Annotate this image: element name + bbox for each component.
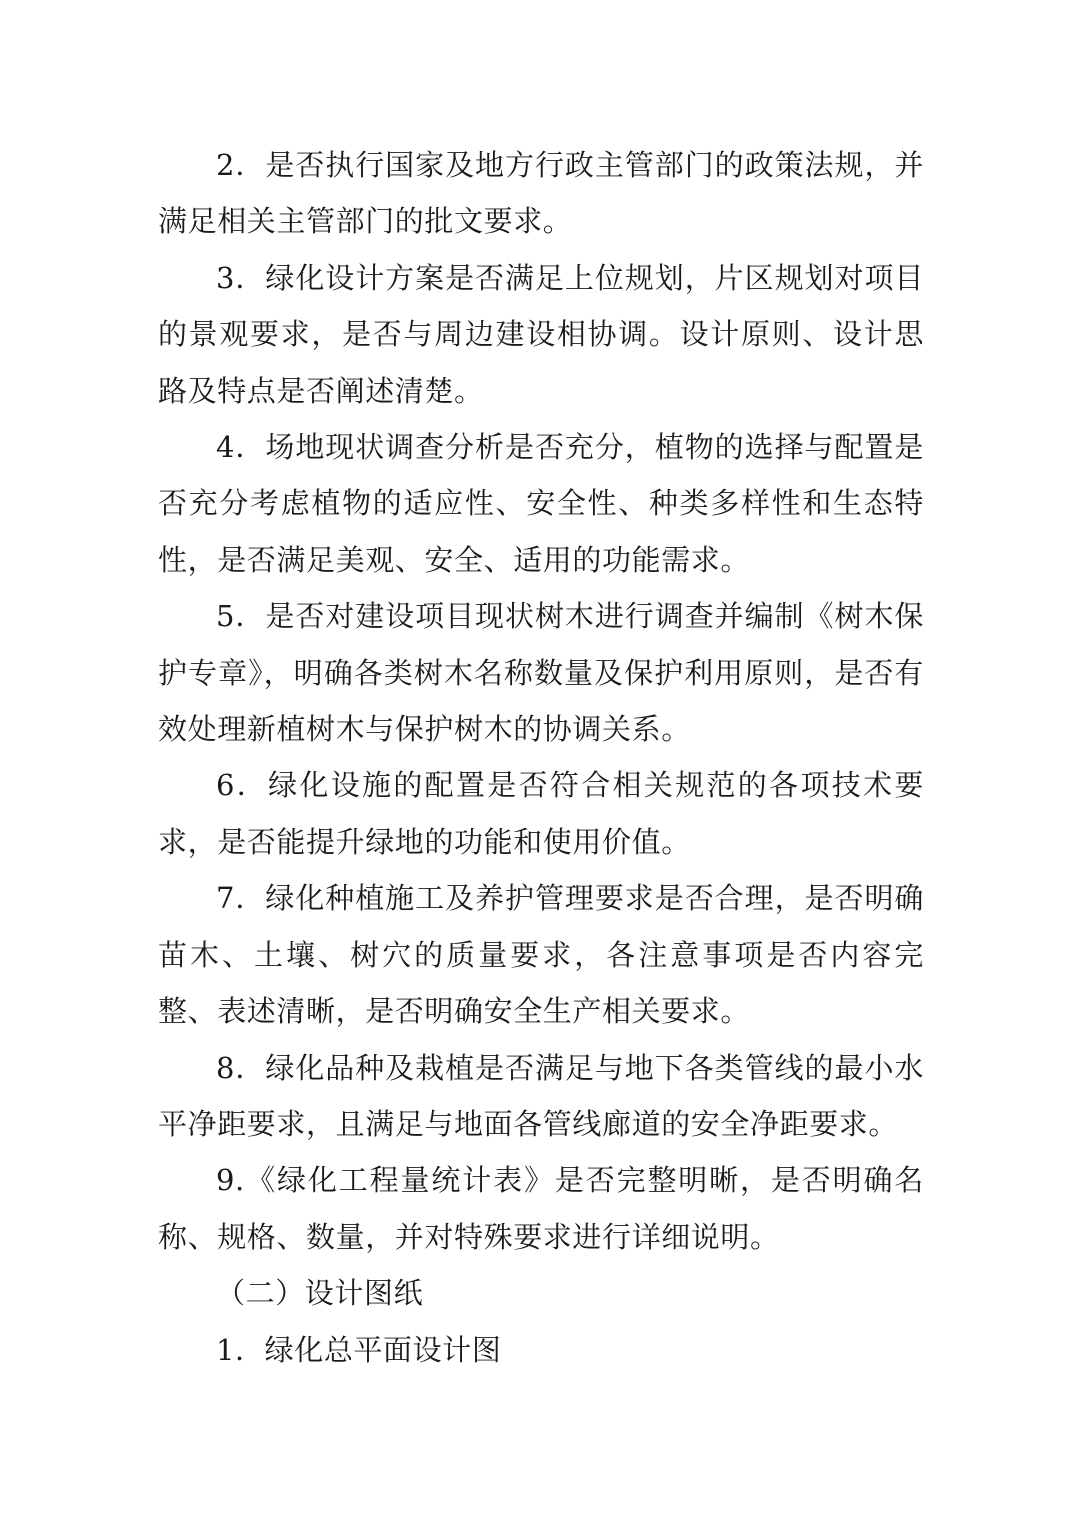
paragraph-item-2: 2．是否执行国家及地方行政主管部门的政策法规，并满足相关主管部门的批文要求。 (158, 148, 924, 239)
paragraph-item-7: 7．绿化种植施工及养护管理要求是否合理，是否明确苗木、土壤、树穴的质量要求，各注意事项是否内容完整、表述清晰，是否明确安全生产相关要求。 (158, 881, 924, 1029)
paragraph-item-3: 3．绿化设计方案是否满足上位规划，片区规划对项目的景观要求，是否与周边建设相协调。设计原则、设计思路及特点是否阐述清楚。 (158, 260, 924, 408)
document-body (158, 137, 924, 1378)
sub-heading: 1．绿化总平面设计图 (216, 1332, 502, 1367)
section-heading: （二）设计图纸 (216, 1276, 424, 1311)
paragraph-item-5: 5．是否对建设项目现状树木进行调查并编制《树木保护专章》，明确各类树木名称数量及保护利用原则，是否有效处理新植树木与保护树木的协调关系。 (158, 599, 924, 747)
paragraph-item-8: 8．绿化品种及栽植是否满足与地下各类管线的最小水平净距要求，且满足与地面各管线廊道的安全净距要求。 (158, 1050, 924, 1141)
paragraph-item-4: 4．场地现状调查分析是否充分，植物的选择与配置是否充分考虑植物的适应性、安全性、种类多样性和生态特性，是否满足美观、安全、适用的功能需求。 (158, 430, 924, 577)
paragraph-item-9: 9.《绿化工程量统计表》是否完整明晰，是否明确名称、规格、数量，并对特殊要求进行详细说明。 (158, 1163, 924, 1254)
paragraph-item-6: 6．绿化设施的配置是否符合相关规范的各项技术要求，是否能提升绿地的功能和使用价值。 (158, 768, 924, 859)
